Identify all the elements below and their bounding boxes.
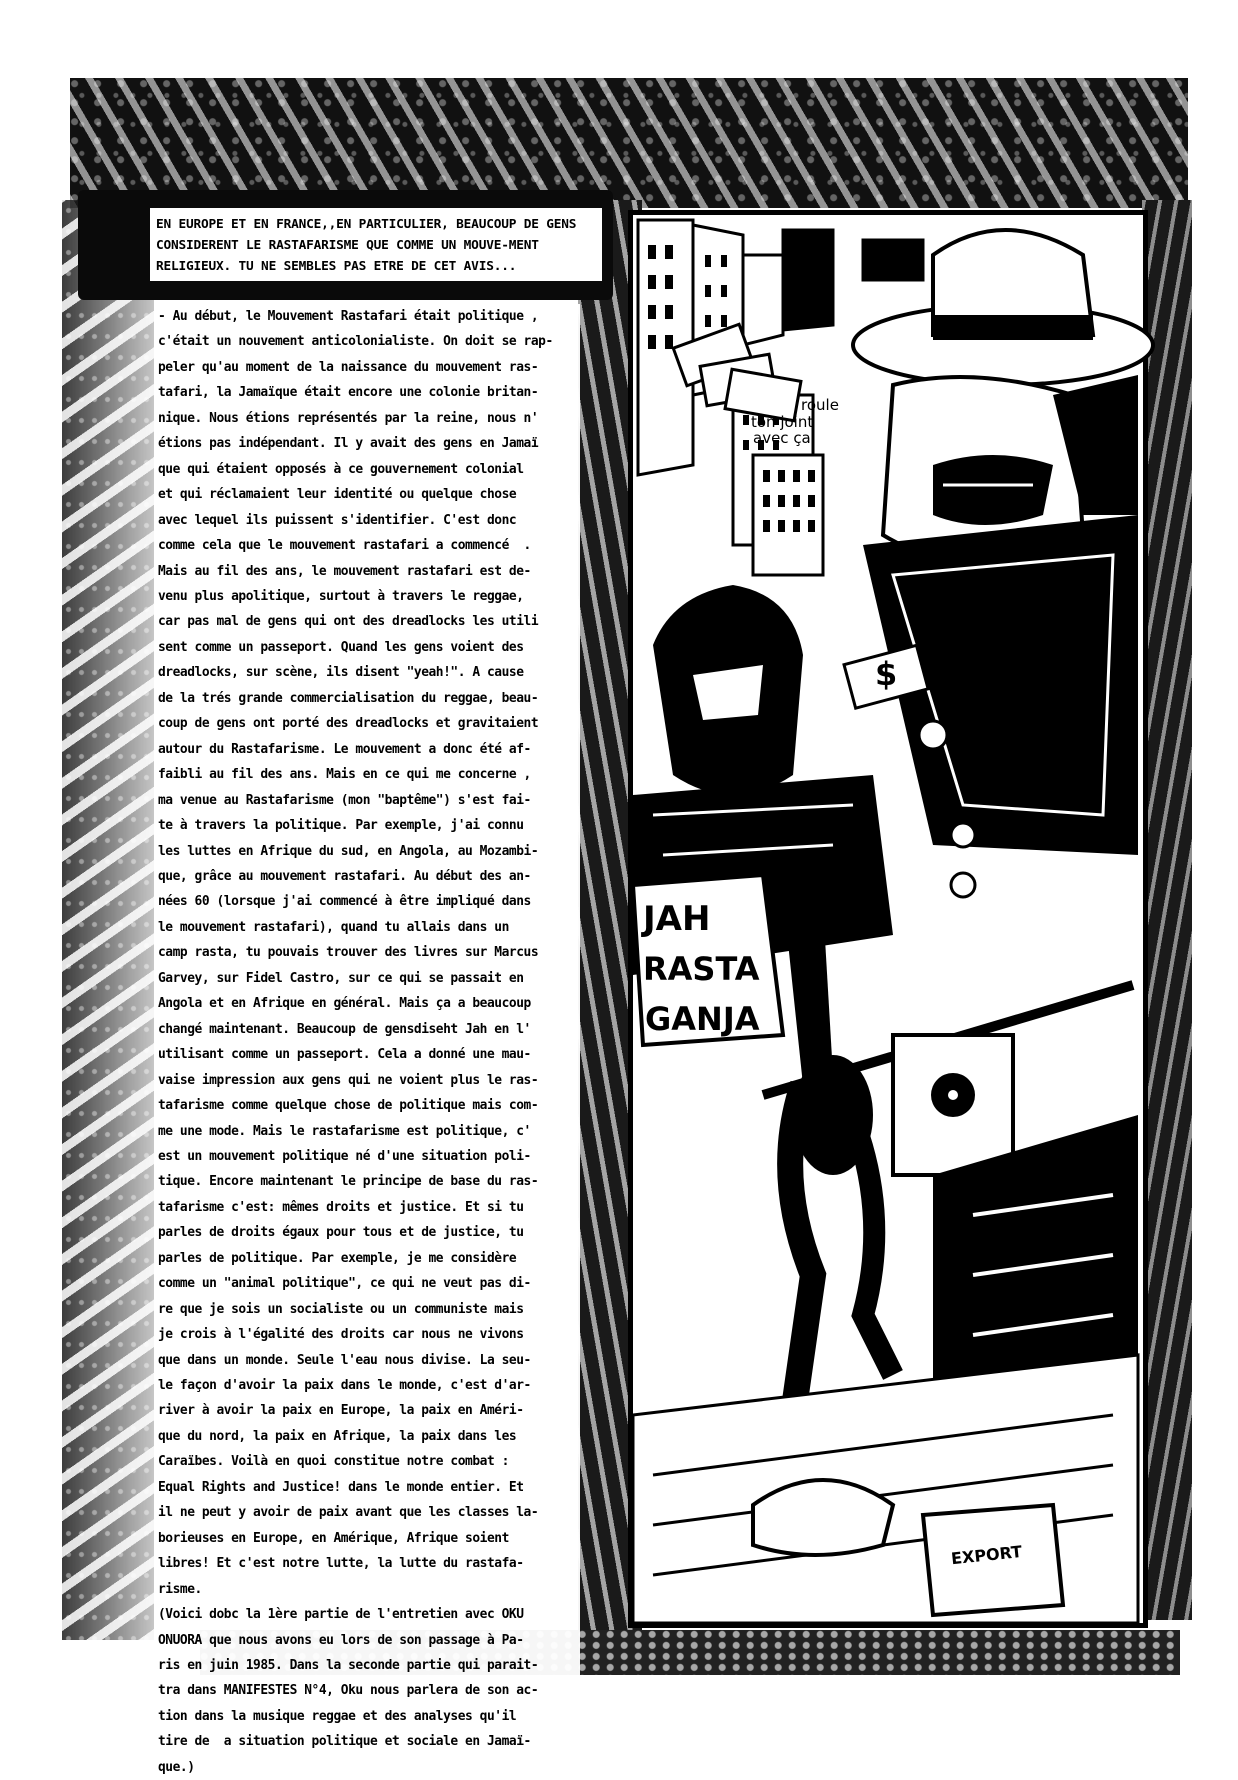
article-line: nées 60 (lorsque j'ai commencé à être impliqué dans bbox=[158, 894, 531, 910]
article-line: Equal Rights and Justice! dans le monde entier. Et bbox=[158, 1479, 524, 1495]
article-line: parles de droits égaux pour tous et de justice, tu bbox=[158, 1225, 524, 1241]
article-line: étions pas indépendant. Il y avait des gens en Jamaï bbox=[158, 436, 539, 452]
article-line: Caraïbes. Voilà en quoi constitue notre combat : bbox=[158, 1454, 509, 1470]
article-line: car pas mal de gens qui ont des dreadlocks les utili bbox=[158, 614, 539, 630]
article-line: borieuses en Europe, en Amérique, Afrique soient bbox=[158, 1530, 509, 1546]
article-line: les luttes en Afrique du sud, en Angola, au Mozambi- bbox=[158, 843, 539, 859]
article-line: comme un "animal politique", ce qui ne veut pas di- bbox=[158, 1276, 531, 1292]
article-line: que du nord, la paix en Afrique, la paix dans les bbox=[158, 1428, 517, 1444]
article-line: Angola et en Afrique en général. Mais ça a beaucoup bbox=[158, 996, 531, 1012]
article-line: je crois à l'égalité des droits car nous ne vivons bbox=[158, 1327, 524, 1343]
article-line: il ne peut y avoir de paix avant que les classes la- bbox=[158, 1505, 539, 1521]
article-line: dreadlocks, sur scène, ils disent "yeah!". A cause bbox=[158, 665, 524, 681]
speech-line-3: avec ça bbox=[753, 429, 811, 447]
article-line: tafarisme c'est: mêmes droits et justice. Et si tu bbox=[158, 1199, 524, 1215]
article-line: tafarisme comme quelque chose de politique mais com- bbox=[158, 1098, 539, 1114]
article-line: et qui réclamaient leur identité ou quelque chose bbox=[158, 487, 517, 503]
article-line: ONUORA que nous avons eu lors de son passage à Pa- bbox=[158, 1632, 524, 1648]
article-line: tafari, la Jamaïque était encore une colonie britan- bbox=[158, 385, 539, 401]
article-line: peler qu'au moment de la naissance du mouvement ras- bbox=[158, 359, 539, 375]
article-line: que.) bbox=[158, 1759, 195, 1775]
article-line: utilisant comme un passeport. Cela a donné une mau- bbox=[158, 1047, 531, 1063]
article-line: c'était un nouvement anticolonialiste. On doit se rap- bbox=[158, 334, 553, 350]
article-line: comme cela que le mouvement rastafari a commencé . bbox=[158, 538, 531, 554]
sign-word-ganja: GANJA bbox=[645, 1000, 760, 1038]
article-line: autour du Rastafarisme. Le mouvement a donc été af- bbox=[158, 741, 531, 757]
article-line: est un mouvement politique né d'une situation poli- bbox=[158, 1148, 531, 1164]
grunge-texture-right bbox=[1142, 200, 1192, 1620]
article-line: te à travers la politique. Par exemple, j'ai connu bbox=[158, 818, 524, 834]
article-line: libres! Et c'est notre lutte, la lutte du rastafa- bbox=[158, 1556, 524, 1572]
article-line: ris en juin 1985. Dans la seconde partie qui parait- bbox=[158, 1658, 539, 1674]
article-line: faibli au fil des ans. Mais en ce qui me concerne , bbox=[158, 767, 531, 783]
article-line: le mouvement rastafari), quand tu allais dans un bbox=[158, 919, 509, 935]
article-line: (Voici dobc la 1ère partie de l'entretien avec OKU bbox=[158, 1607, 524, 1623]
article-line: coup de gens ont porté des dreadlocks et gravitaient bbox=[158, 716, 539, 732]
interview-answer bbox=[158, 304, 580, 1780]
article-line: Garvey, sur Fidel Castro, sur ce qui se passait en bbox=[158, 970, 524, 986]
article-line: tra dans MANIFESTES N°4, Oku nous parlera de son ac- bbox=[158, 1683, 539, 1699]
article-line: Mais au fil des ans, le mouvement rastafari est de- bbox=[158, 563, 531, 579]
article-line: me une mode. Mais le rastafarisme est politique, c' bbox=[158, 1123, 531, 1139]
illustration-panel bbox=[628, 210, 1148, 1628]
article-line: que dans un monde. Seule l'eau nous divise. La seu- bbox=[158, 1352, 531, 1368]
article-line: river à avoir la paix en Europe, la paix en Améri- bbox=[158, 1403, 524, 1419]
speech-line-1: roule bbox=[801, 396, 839, 414]
article-line: tique. Encore maintenant le principe de base du ras- bbox=[158, 1174, 539, 1190]
article-line: tire de a situation politique et sociale en Jamaï- bbox=[158, 1734, 531, 1750]
article-line: changé maintenant. Beaucoup de gensdiseht Jah en l' bbox=[158, 1021, 531, 1037]
interview-question: EN EUROPE ET EN FRANCE,,EN PARTICULIER, BEAUCOUP DE GENS CONSIDERENT LE RASTAFARISME QUE COMME UN MOUVE-MENT RELIGIEUX. TU NE SEMBLES PAS ETRE DE CET AVIS... bbox=[150, 208, 602, 281]
grunge-texture-top bbox=[70, 78, 1188, 208]
crate-label: EXPORT bbox=[950, 1541, 1023, 1569]
article-line: - Au début, le Mouvement Rastafari était politique , bbox=[158, 309, 539, 324]
article-line: avec lequel ils puissent s'identifier. C'est donc bbox=[158, 512, 517, 528]
illustration-drawing bbox=[633, 215, 1143, 1623]
man-with-hat bbox=[853, 230, 1153, 855]
speech-line-2: ton joint bbox=[751, 413, 814, 431]
office-building bbox=[753, 455, 823, 575]
article-line: que, grâce au mouvement rastafari. Au début des an- bbox=[158, 868, 531, 884]
article-line: le façon d'avoir la paix dans le monde, c'est d'ar- bbox=[158, 1378, 531, 1394]
article-line: tion dans la musique reggae et des analyses qu'il bbox=[158, 1708, 517, 1724]
article-line: camp rasta, tu pouvais trouver des livres sur Marcus bbox=[158, 945, 539, 961]
grunge-texture-left bbox=[62, 200, 154, 1640]
article-line: de la trés grande commercialisation du reggae, beau- bbox=[158, 690, 539, 706]
article-line: re que je sois un socialiste ou un communiste mais bbox=[158, 1301, 524, 1317]
article-line: parles de politique. Par exemple, je me considère bbox=[158, 1250, 517, 1266]
article-line: nique. Nous étions représentés par la reine, nous n' bbox=[158, 410, 539, 426]
article-line: ma venue au Rastafarisme (mon "baptême") s'est fai- bbox=[158, 792, 531, 808]
article-line: vaise impression aux gens qui ne voient plus le ras- bbox=[158, 1072, 539, 1088]
sign-word-rasta: RASTA bbox=[643, 950, 760, 988]
article-line: que qui étaient opposés à ce gouvernement colonial bbox=[158, 461, 524, 477]
article-line: risme. bbox=[158, 1581, 202, 1597]
sign-word-jah: JAH bbox=[643, 899, 711, 939]
article-line: sent comme un passeport. Quand les gens voient des bbox=[158, 639, 524, 655]
article-line: venu plus apolitique, surtout à travers le reggae, bbox=[158, 588, 524, 604]
banknote-symbol: $ bbox=[875, 655, 898, 693]
